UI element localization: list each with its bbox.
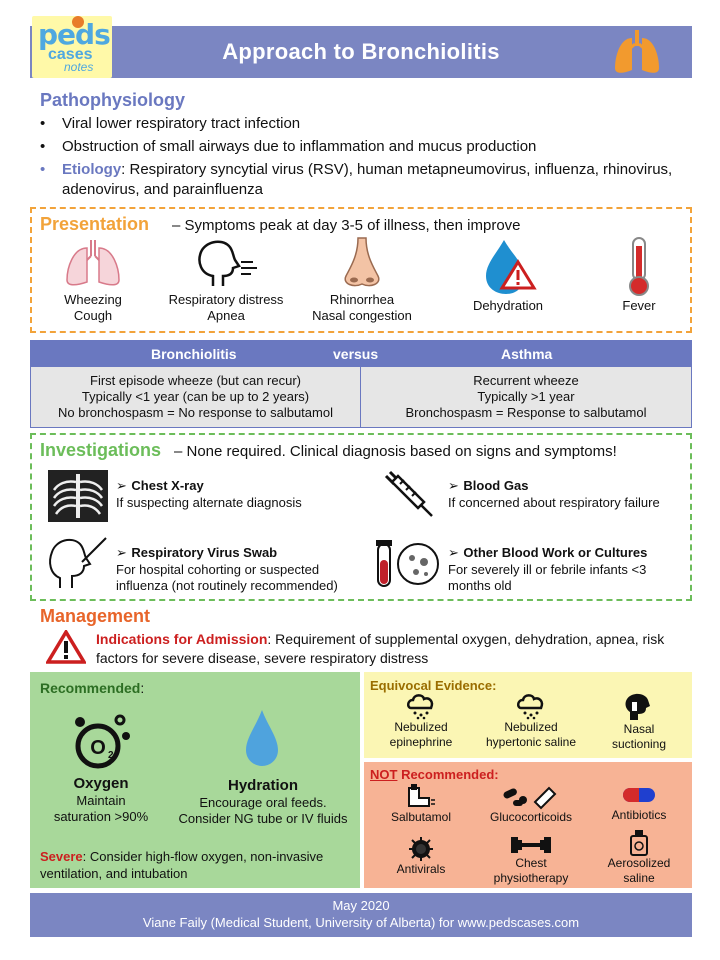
presentation-item-dehydration: Dehydration [458,236,558,314]
thermometer-icon [619,236,659,296]
bronchiolitis-cell: First episode wheeze (but can recur) Typically <1 year (can be up to 2 years) No bronchospasm = No response to salbutamol [31,367,361,427]
list-item: • Obstruction of small airways due to inflammation and mucus production [40,138,537,155]
not-recommended-item: Antivirals [376,836,466,877]
inhaler-icon [405,784,437,810]
presentation-heading: Presentation [40,214,150,234]
lungs-logo-icon [612,28,662,76]
presentation-subtitle: – Symptoms peak at day 3-5 of illness, then improve [172,217,521,234]
equivocal-item: Nebulized epinephrine [376,692,466,750]
header-bronchiolitis: Bronchiolitis [151,346,237,362]
dumbbell-icon [509,834,553,856]
footer [30,893,692,937]
header-versus: versus [333,346,379,362]
hydration-recommendation: Hydration Encourage oral feeds. Consider NG tube or IV fluids [178,777,348,826]
nasal-suction-icon [624,692,654,722]
capsule-icon [619,784,659,808]
warning-icon [46,630,86,664]
investigation-blood-gas: ➢ Blood Gas If concerned about respiratory failure [448,478,688,511]
title-banner [30,26,692,78]
etiology-item: • Etiology: Respiratory syncytial virus (RSV), human metapneumovirus, influenza, rhinovirus, adenovirus, and parainfluenza [40,161,673,198]
lungs-icon [63,236,123,290]
admission-indications: Indications for Admission: Requirement of supplemental oxygen, dehydration, apnea, risk factors for severe disease, severe respiratory distress [96,631,665,666]
header-asthma: Asthma [501,346,553,362]
not-recommended-item: Chest physiotherapy [476,834,586,886]
bronchiolitis-vs-asthma-table [30,340,692,428]
not-recommended-item: Salbutamol [376,784,466,825]
equivocal-item: Nebulized hypertonic saline [476,692,586,750]
water-drop-icon [244,708,280,768]
presentation-item-respiratory-distress: Respiratory distress Apnea [158,236,294,324]
nebulizer-cloud-icon [515,692,547,720]
blood-tube-petri-icon [374,536,444,588]
footer-date: May 2020 [332,898,390,913]
severe-management: Severe: Consider high-flow oxygen, non-invasive ventilation, and intubation [40,849,324,881]
presentation-item-rhinorrhea: Rhinorrhea Nasal congestion [302,236,422,324]
not-recommended-item: Antibiotics [596,784,682,823]
investigation-chest-xray: ➢ Chest X-ray If suspecting alternate diagnosis [116,478,356,511]
svg-text:2: 2 [108,750,114,761]
water-drop-warning-icon [478,236,538,296]
investigation-virus-swab: ➢ Respiratory Virus Swab For hospital cohorting or suspected influenza (not routinely recommended) [116,545,362,594]
list-item: • Viral lower respiratory tract infection [40,115,301,132]
asthma-cell: Recurrent wheeze Typically >1 year Bronchospasm = Response to salbutamol [361,367,691,427]
footer-credit: Viane Faily (Medical Student, University of Alberta) for www.pedscases.com [142,915,580,930]
presentation-item-wheezing: Wheezing Cough [48,236,138,324]
svg-text:O: O [90,737,106,759]
table-header [31,341,691,367]
pills-icon [501,782,561,810]
chest-xray-icon [46,468,110,524]
equivocal-heading: Equivocal Evidence: [370,678,497,693]
equivocal-item: Nasal suctioning [596,692,682,752]
nasal-swab-icon [44,532,110,592]
investigations-heading: Investigations [40,440,162,460]
syringe-icon [380,468,440,524]
oxygen-recommendation: Oxygen Maintain saturation >90% [53,775,149,824]
pathophysiology-heading: Pathophysiology [40,90,186,110]
not-recommended-item: Aerosolized saline [596,830,682,886]
spray-bottle-icon [627,830,651,856]
investigations-subtitle: – None required. Clinical diagnosis based on signs and symptoms! [174,443,617,460]
virus-icon [407,836,435,862]
management-heading: Management [40,606,151,626]
not-recommended-heading: NOT Recommended: [370,767,499,782]
nebulizer-cloud-icon [405,692,437,720]
breathing-head-icon [191,236,261,290]
not-recommended-item: Glucocorticoids [476,782,586,825]
investigation-other-blood-work: ➢ Other Blood Work or Cultures For severely ill or febrile infants <3 months old [448,545,688,594]
pathophysiology-list [40,114,690,203]
recommended-heading: Recommended: [40,680,145,696]
nose-icon [332,236,392,290]
page-title: Approach to Bronchiolitis [222,39,500,64]
oxygen-icon [70,712,132,772]
pedscases-logo: peds cases notes [32,16,112,78]
presentation-item-fever: Fever [596,236,682,314]
